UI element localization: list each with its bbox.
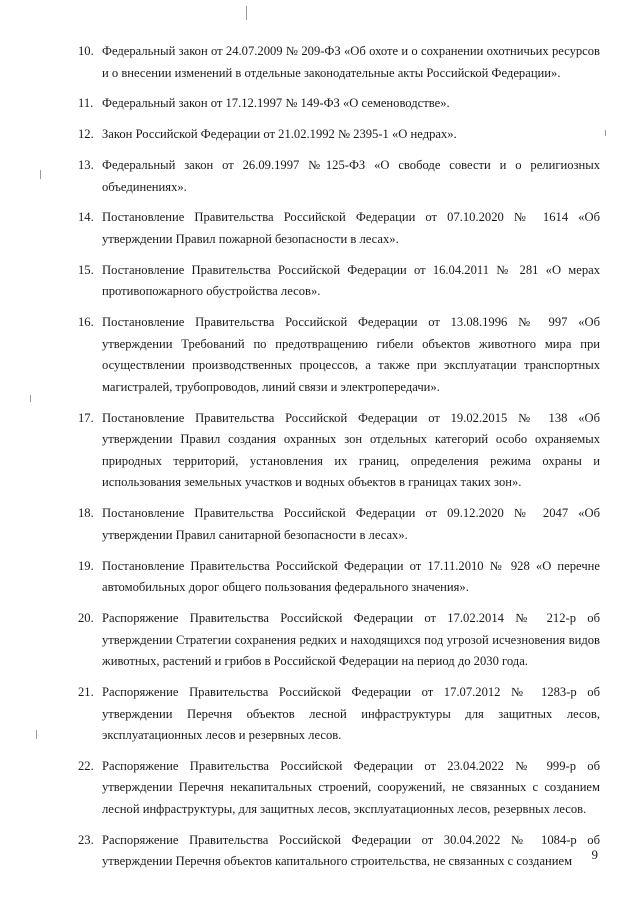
scan-artifact [605,130,606,136]
list-item [78,830,600,873]
item-text: Распоряжение Правительства Российской Федерации от 23.04.2022 № 999-р об утверждении Перечня некапитальных строений, сооружений, не связанных с созданием лесной инфраструктуры, для защитных лесов, эксплуатационных лесов, резервных лесов. [102,758,600,817]
item-number: 19. [78,558,94,573]
scan-artifact [30,395,31,402]
item-number: 22. [78,758,94,773]
list-item [78,408,600,494]
item-text: Постановление Правительства Российской Федерации от 19.02.2015 № 138 «Об утверждении Правил создания охранных зон отдельных категорий особо охраняемых природных территорий, установления их границ, определения режима охраны и использования земельных участков и водных объектов в границах таких зон». [102,410,600,490]
list-item [78,207,600,250]
item-number: 23. [78,832,94,847]
item-number: 12. [78,127,94,142]
list-item [78,503,600,546]
item-number: 13. [78,157,94,172]
list-item [78,608,600,673]
item-text: Распоряжение Правительства Российской Федерации от 30.04.2022 № 1084-р об утверждении Перечня объектов капитального строительства, не связанных с созданием [102,832,600,869]
item-text: Федеральный закон от 17.12.1997 № 149-ФЗ «О семеноводстве». [102,96,450,111]
list-item [78,124,600,146]
scan-artifact [246,6,247,20]
list-item [78,41,600,84]
item-text: Федеральный закон от 24.07.2009 № 209-ФЗ «Об охоте и о сохранении охотничьих ресурсов и о внесении изменений в отдельные законодательные акты Российской Федерации». [102,44,600,80]
item-number: 18. [78,506,94,521]
item-text: Постановление Правительства Российской Федерации от 13.08.1996 № 997 «Об утверждении Требований по предотвращению гибели объектов животного мира при осуществлении производственных процессов, а также при эксплуатации транспортных магистралей, трубопроводов, линий связи и электропередачи». [102,315,600,394]
list-item [78,93,600,115]
list-item [78,556,600,599]
item-number: 20. [78,610,94,625]
item-text: Постановление Правительства Российской Федерации от 16.04.2011 № 281 «О мерах противопожарного обустройства лесов». [102,262,600,299]
item-text: Постановление Правительства Российской Федерации от 17.11.2010 № 928 «О перечне автомобильных дорог общего пользования федерального значения». [102,558,600,595]
legislation-list [78,41,600,882]
list-item [78,260,600,303]
item-text: Распоряжение Правительства Российской Федерации от 17.07.2012 № 1283-р об утверждении Перечня объектов лесной инфраструктуры для защитных лесов, эксплуатационных лесов и резервных лесов. [102,684,600,743]
item-number: 16. [78,315,94,330]
list-item [78,155,600,198]
scan-artifact [40,170,41,179]
item-number: 21. [78,684,94,699]
item-text: Постановление Правительства Российской Федерации от 09.12.2020 № 2047 «Об утверждении Правил санитарной безопасности в лесах». [102,506,600,542]
list-item [78,312,600,398]
item-text: Закон Российской Федерации от 21.02.1992 № 2395-1 «О недрах». [102,127,457,142]
item-text: Распоряжение Правительства Российской Федерации от 17.02.2014 № 212-р об утверждении Стратегии сохранения редких и находящихся под угрозой исчезновения видов животных, растений и грибов в Российской Федерации на период до 2030 года. [102,610,600,669]
item-number: 15. [78,262,94,277]
list-item [78,682,600,747]
item-number: 17. [78,410,94,425]
item-text: Постановление Правительства Российской Федерации от 07.10.2020 № 1614 «Об утверждении Правил пожарной безопасности в лесах». [102,210,600,246]
page-number: 9 [591,847,598,862]
list-item [78,756,600,821]
item-number: 11. [78,96,94,111]
item-number: 10. [78,44,94,58]
scan-artifact [36,730,37,739]
item-number: 14. [78,210,94,225]
item-text: Федеральный закон от 26.09.1997 №125-ФЗ «О свободе совести и о религиозных объединениях». [102,157,600,194]
